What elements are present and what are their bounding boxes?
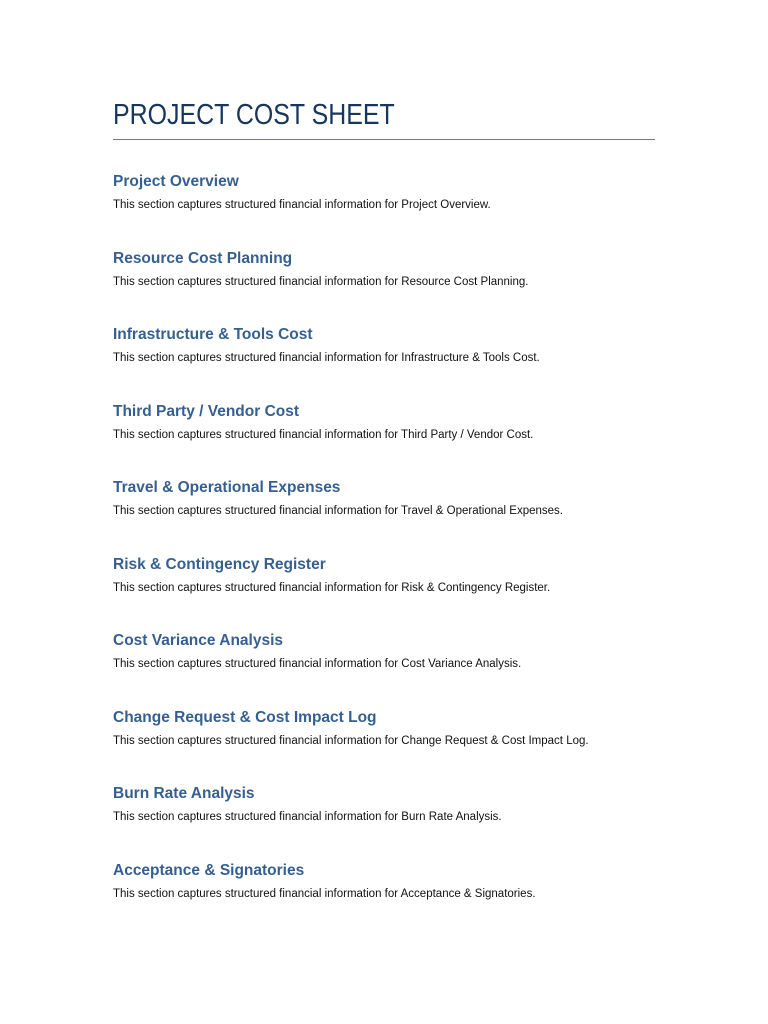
section-heading: Acceptance & Signatories [113,861,305,879]
section-change-request-cost-impact-log [113,708,713,785]
document-title: PROJECT COST SHEET [113,99,395,131]
section-description: This section captures structured financial information for Acceptance & Signatories. [113,887,536,900]
section-heading: Burn Rate Analysis [113,785,255,802]
section-heading: Travel & Operational Expenses [113,479,341,496]
section-burn-rate-analysis [113,784,713,861]
section-heading: Risk & Contingency Register [113,555,326,573]
section-risk-contingency-register [113,555,713,632]
section-heading: Cost Variance Analysis [113,632,284,649]
section-project-overview [113,172,713,249]
section-description: This section captures structured financial information for Project Overview. [113,199,491,211]
section-travel-operational-expenses [113,478,713,555]
title-underline-rule [113,139,655,140]
sections-list [113,172,713,937]
section-heading: Resource Cost Planning [113,249,293,267]
section-heading: Project Overview [113,173,239,190]
section-description: This section captures structured financial information for Cost Variance Analysis. [113,658,522,670]
section-cost-variance-analysis [113,631,713,708]
section-description: This section captures structured financial information for Risk & Contingency Register. [113,581,551,594]
section-description: This section captures structured financial information for Change Request & Cost Impact Log. [113,734,589,747]
section-heading: Change Request & Cost Impact Log [113,708,377,726]
section-description: This section captures structured financial information for Resource Cost Planning. [113,275,529,288]
section-third-party-vendor-cost [113,402,713,479]
section-description: This section captures structured financial information for Infrastructure & Tools Cost. [113,352,540,364]
section-acceptance-signatories [113,861,713,938]
section-description: This section captures structured financial information for Burn Rate Analysis. [113,811,502,823]
section-heading: Infrastructure & Tools Cost [113,326,313,343]
section-infrastructure-tools-cost [113,325,713,402]
section-description: This section captures structured financial information for Travel & Operational Expenses. [113,505,563,517]
section-description: This section captures structured financial information for Third Party / Vendor Cost. [113,428,534,441]
section-resource-cost-planning [113,249,713,326]
section-heading: Third Party / Vendor Cost [113,402,300,420]
